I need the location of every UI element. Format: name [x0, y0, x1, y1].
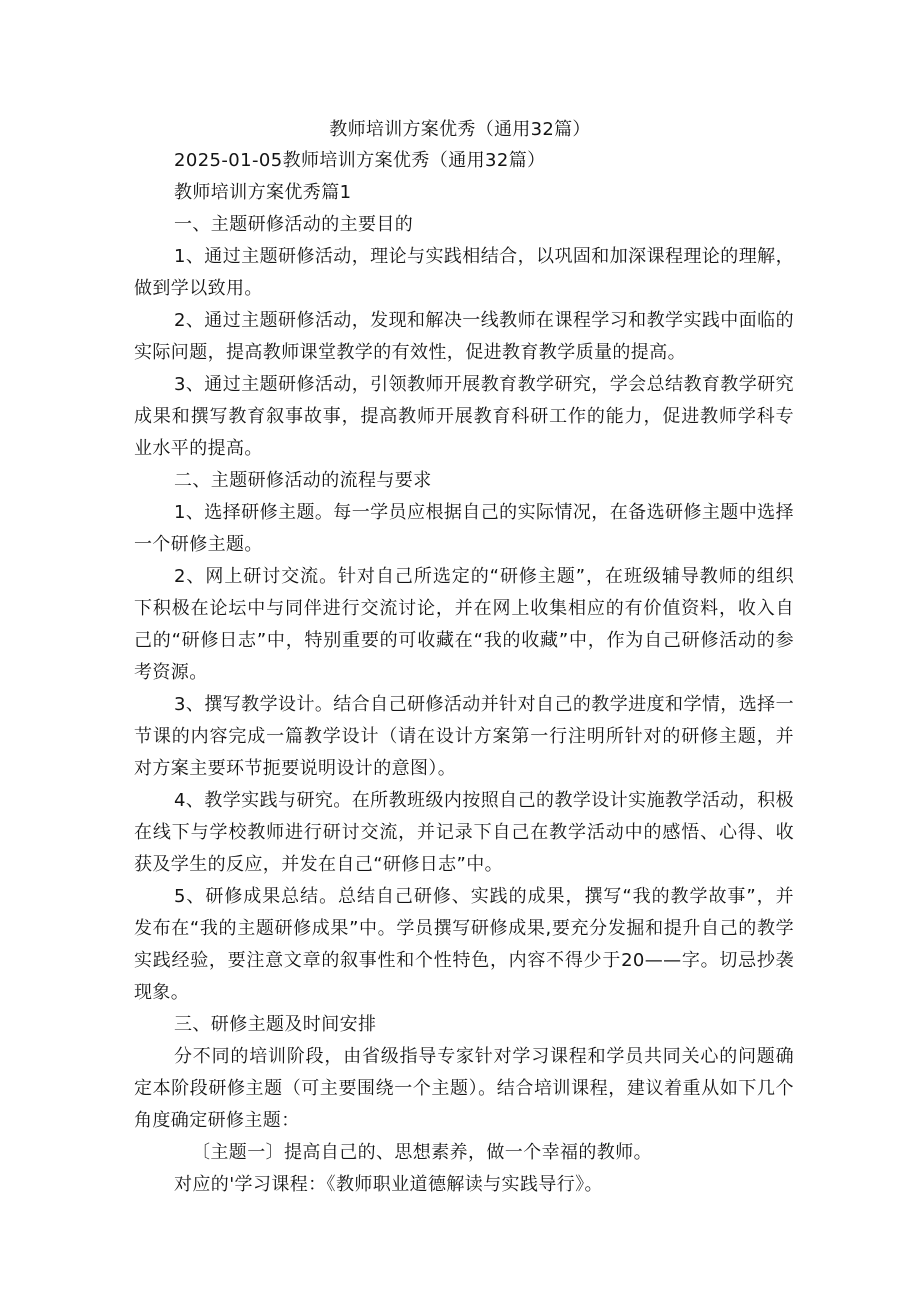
heading-schedule: 三、研修主题及时间安排	[174, 1014, 377, 1035]
paragraph-process-4: 4、教学实践与研究。在所教班级内按照自己的教学设计实施教学活动，积极在线下与学校教师进行研讨交流，并记录下自己在教学活动中的感悟、心得、收获及学生的反应，并发在自己“研修日志”中。	[134, 790, 794, 875]
paragraph-course: 对应的'学习课程：《教师职业道德解读与实践导行》。	[174, 1174, 603, 1195]
heading-process: 二、主题研修活动的流程与要求	[174, 470, 432, 491]
paragraph-topic-1: 〔主题一〕提高自己的、思想素养，做一个幸福的教师。	[192, 1142, 652, 1163]
heading-purpose: 一、主题研修活动的主要目的	[174, 214, 414, 235]
paragraph-process-1: 1、选择研修主题。每一学员应根据自己的实际情况，在备选研修主题中选择一个研修主题。	[134, 502, 794, 555]
paragraph-process-3: 3、撰写教学设计。结合自己研修活动并针对自己的教学进度和学情，选择一节课的内容完成一篇教学设计（请在设计方案第一行注明所针对的研修主题，并对方案主要环节扼要说明设计的意图）。	[134, 694, 794, 779]
paragraph-purpose-2: 2、通过主题研修活动，发现和解决一线教师在课程学习和教学实践中面临的实际问题，提高教师课堂教学的有效性，促进教育教学质量的提高。	[134, 310, 794, 363]
document-title: 教师培训方案优秀（通用32篇）	[329, 119, 591, 140]
paragraph-schedule: 分不同的培训阶段，由省级指导专家针对学习课程和学员共同关心的问题确定本阶段研修主题（可主要围绕一个主题）。结合培训课程，建议着重从如下几个角度确定研修主题：	[134, 1046, 794, 1131]
document-body	[134, 145, 794, 1201]
paragraph-process-5: 5、研修成果总结。总结自己研修、实践的成果，撰写“我的教学故事”，并发布在“我的主题研修成果”中。学员撰写研修成果,要充分发掘和提升自己的教学实践经验，要注意文章的叙事性和个性特色，内容不得少于20——字。切忌抄袭现象。	[134, 886, 794, 1003]
paragraph-process-2: 2、网上研讨交流。针对自己所选定的“研修主题”，在班级辅导教师的组织下积极在论坛中与同伴进行交流讨论，并在网上收集相应的有价值资料，收入自己的“研修日志”中，特别重要的可收藏在“我的收藏”中，作为自己研修活动的参考资源。	[134, 566, 794, 683]
paragraph-purpose-3: 3、通过主题研修活动，引领教师开展教育教学研究，学会总结教育教学研究成果和撰写教育叙事故事，提高教师开展教育科研工作的能力，促进教师学科专业水平的提高。	[134, 374, 794, 459]
paragraph-purpose-1: 1、通过主题研修活动，理论与实践相结合，以巩固和加深课程理论的理解，做到学以致用。	[134, 246, 794, 299]
section-heading-article-1: 教师培训方案优秀篇1	[174, 182, 352, 203]
date-title-line: 2025-01-05教师培训方案优秀（通用32篇）	[174, 150, 546, 171]
